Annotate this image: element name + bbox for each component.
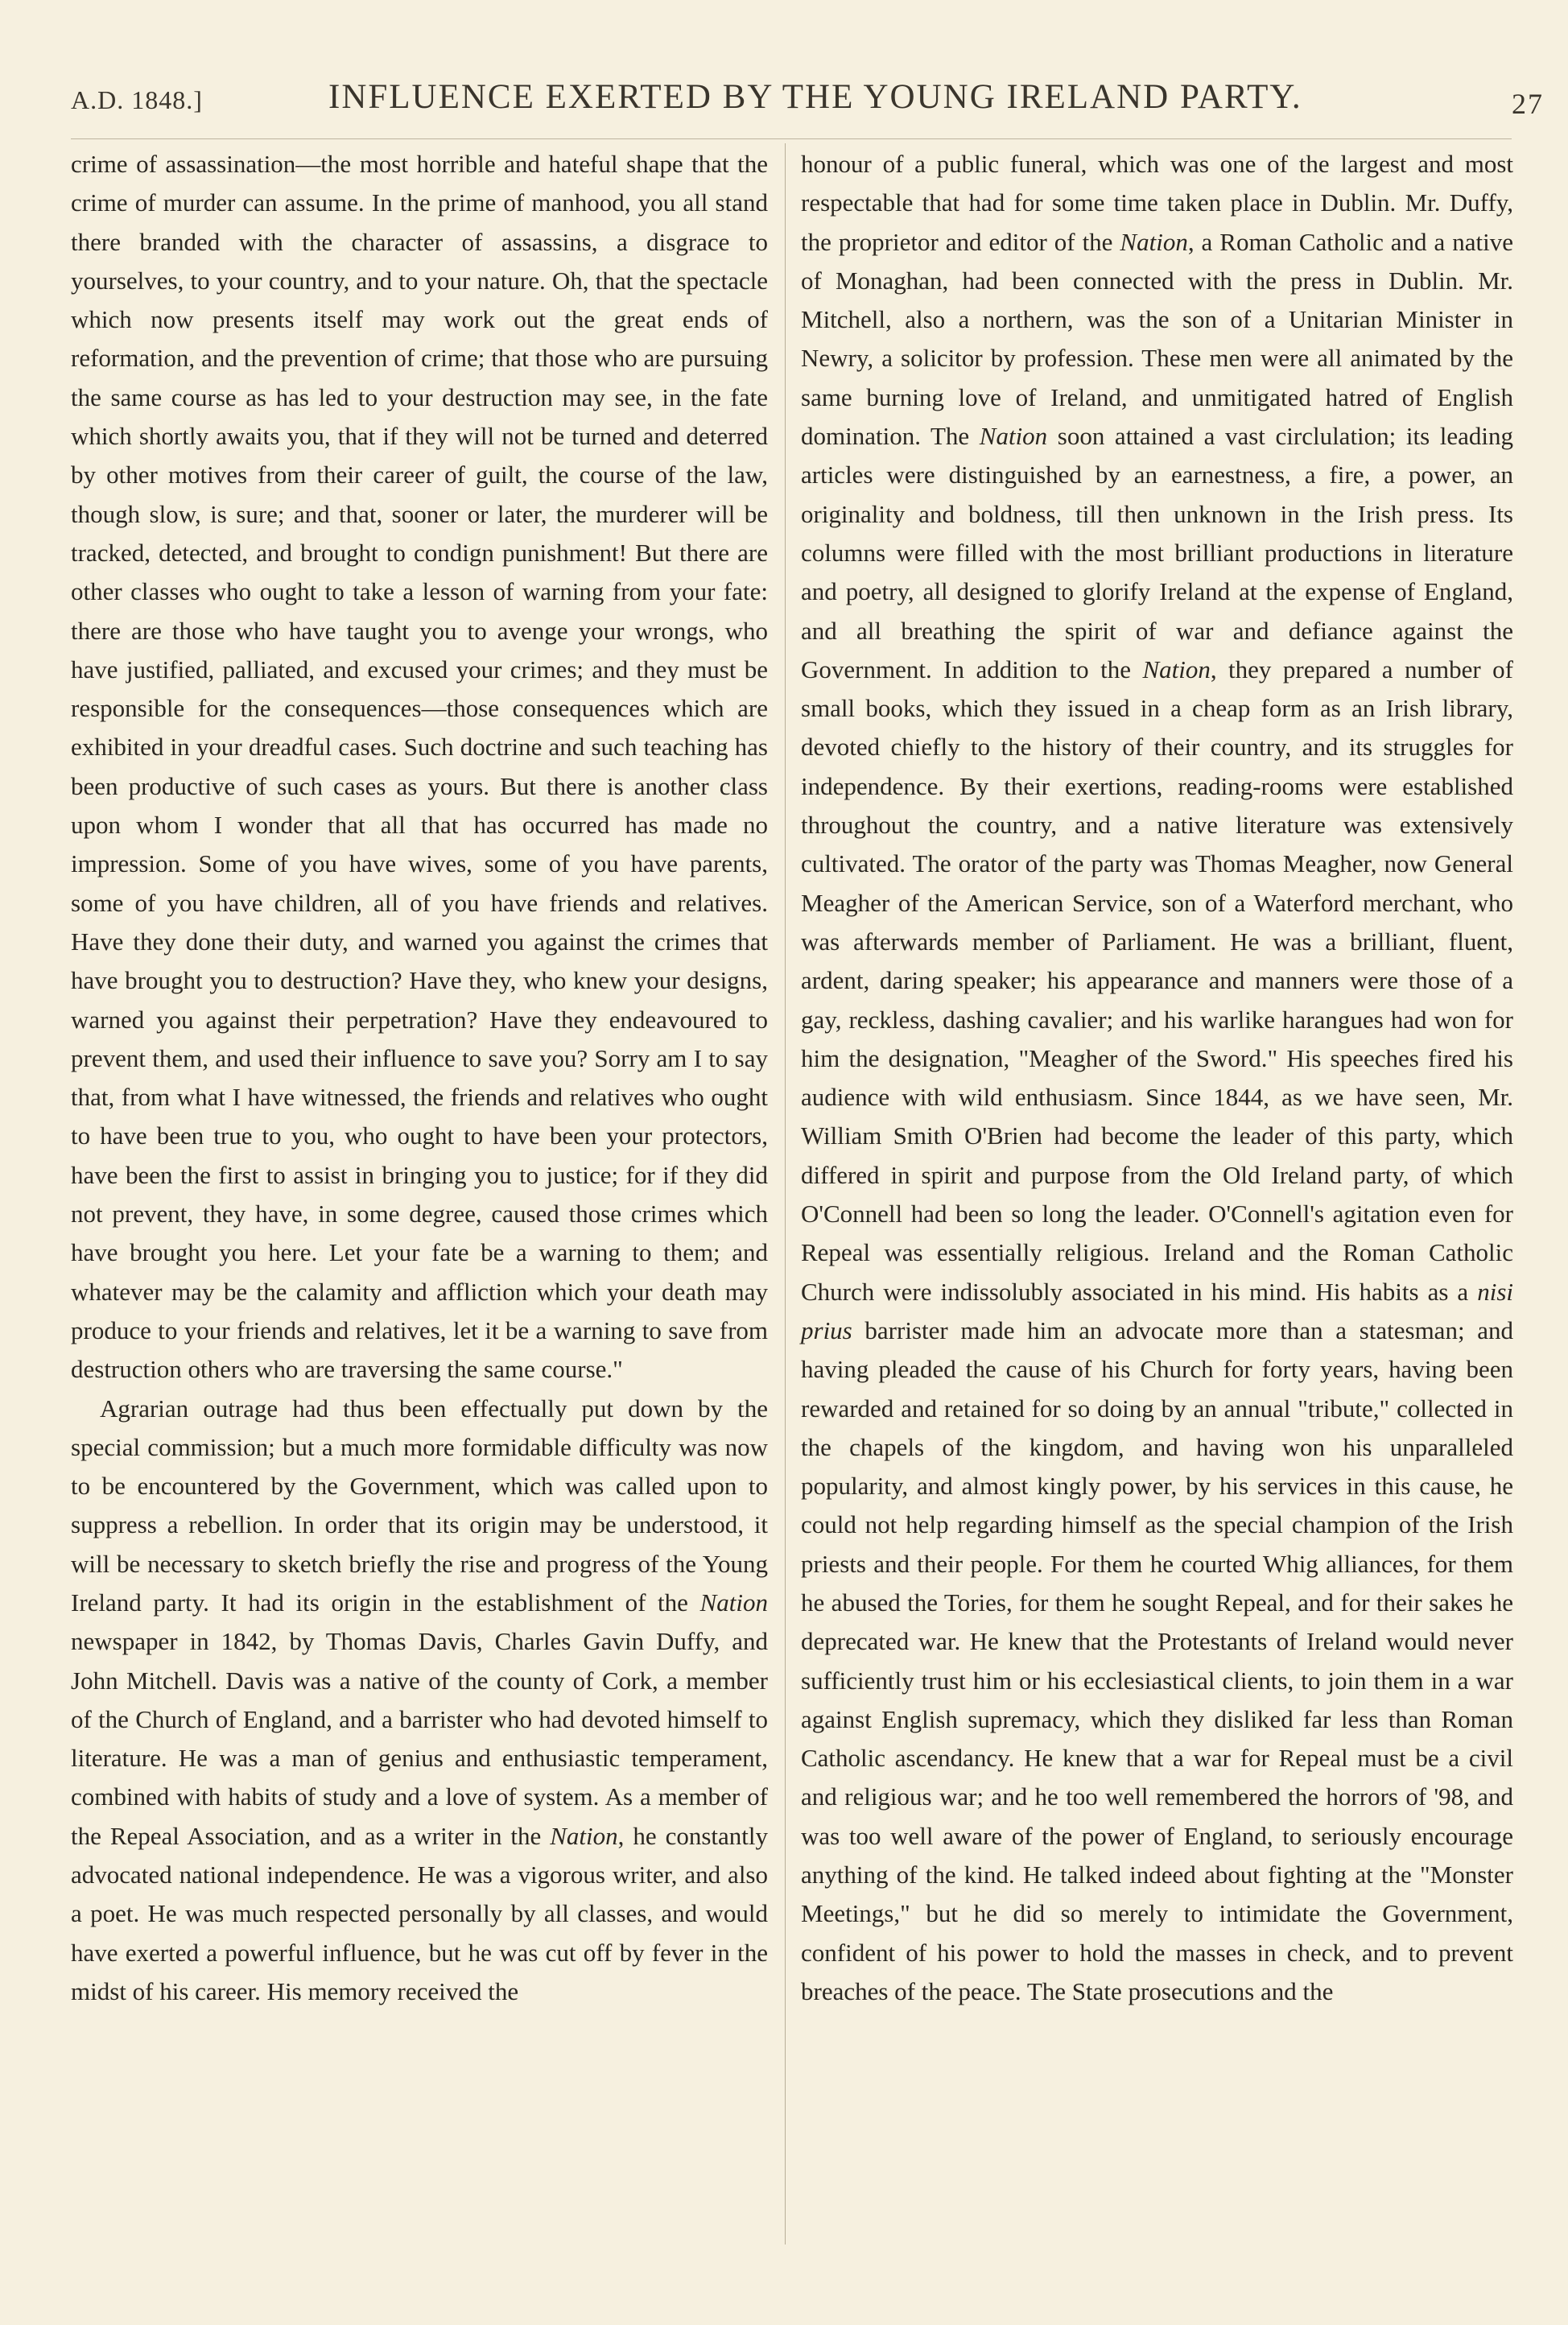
left-paragraph-1: [71, 145, 768, 1390]
nation-italic: Nation: [1120, 227, 1188, 256]
nation-italic: Nation: [699, 1588, 768, 1617]
right-text-a: honour of a public funeral, which was one of the largest and most respectable that had for some time taken place in Dublin. Mr. Duffy, the proprietor and editor of the: [801, 150, 1513, 256]
right-text-c: soon attained a vast circlulation; its leading articles were distinguished by an earnestness, a fire, a power, an originality and boldness, till then unknown in the Irish press. Its columns were filled with the most brilliant productions in literature and poetry, all designed to glorify Ireland at the expense of England, and all breathing the spirit of war and defiance against the Government. In addition to the: [801, 422, 1513, 683]
header-title: INFLUENCE EXERTED BY THE YOUNG IRELAND PARTY.: [328, 78, 1302, 116]
nisi-prius-italic: nisi prius: [801, 1277, 1513, 1344]
header-rule: [71, 138, 1512, 139]
running-header: [71, 77, 1544, 126]
right-column: [801, 145, 1513, 2238]
right-text-e: barrister made him an advocate more than a statesman; and having pleaded the cause of his Church for forty years, having been rewarded and retained for so doing by an annual "tribute," collected in the chapels of the kingdom, and having won his unparalleled popularity, and almost kingly power, by his services in this cause, he could not help regarding himself as the special champion of the Irish priests and their people. For them he courted Whig alliances, for them he abused the Tories, for them he sought Repeal, and for their sakes he deprecated war. He knew that the Protestants of Ireland would never sufficiently trust him or his ecclesiastical clients, to join them in a war against English supremacy, which they disliked far less than Roman Catholic ascendancy. He knew that a war for Repeal must be a civil and religious war; and he too well remembered the horrors of '98, and was too well aware of the power of England, to seriously encourage anything of the kind. He talked indeed about fighting at the "Monster Meetings," but he did so merely to intimidate the Government, confident of his power to hold the masses in check, and to prevent breaches of the peace. The State prosecutions and the: [801, 1315, 1513, 2005]
right-text-d: , they prepared a number of small books, which they issued in a cheap form as an Irish library, devoted chiefly to the history of their country, and its struggles for independence. By their exertions, reading-rooms were established throughout the country, and a native literature was extensively cultivated. The orator of the party was Thomas Meagher, now General Meagher of the American Service, son of a Waterford merchant, who was afterwards member of Parliament. He was a brilliant, fluent, ardent, daring speaker; his appearance and manners were those of a gay, reckless, dashing cavalier; and his warlike harangues had won for him the designation, "Meagher of the Sword." His speeches fired his audience with wild enthusiasm. Since 1844, as we have seen, Mr. William Smith O'Brien had become the leader of this party, which differed in spirit and purpose from the Old Ireland party, of which O'Connell had been so long the leader. O'Connell's agitation even for Repeal was essentially religious. Ireland and the Roman Catholic Church were indissolubly associated in his mind. His habits as a: [801, 655, 1513, 1306]
column-divider: [785, 143, 786, 2244]
header-year: A.D. 1848.]: [71, 85, 203, 114]
left-text-2c: , he constantly advocated national independence. He was a vigorous writer, and also a poet. He was much respected personally by all classes, and would have exerted a powerful influence, but he was cut off by fever in the midst of his career. His memory received the: [71, 1821, 768, 2005]
left-text-2a: Agrarian outrage had thus been effectually put down by the special commission; but a much more formidable difficulty was now to be encountered by the Government, which was called upon to suppress a rebellion. In order that its origin may be understood, it will be necessary to sketch briefly the rise and progress of the Young Ireland party. It had its origin in the establishment of the: [71, 1394, 768, 1617]
nation-italic: Nation: [979, 422, 1048, 451]
nation-italic: Nation: [550, 1821, 618, 1850]
right-text-b: , a Roman Catholic and a native of Monaghan, had been connected with the press in Dublin. Mr. Mitchell, also a northern, was the son of a Unitarian Minister in Newry, a solicitor by profession. These men were all animated by the same burning love of Ireland, and unmitigated hatred of English domination. The: [801, 227, 1514, 451]
left-text-1: crime of assassination—the most horrible and hateful shape that the crime of murder can assume. In the prime of manhood, you all stand there branded with the character of assassins, a disgrace to yourselves, to your country, and to your nature. Oh, that the spectacle which now presents itself may work out the great ends of reformation, and the prevention of crime; that those who are pursuing the same course as has led to your destruction may see, in the fate which shortly awaits you, that if they will not be turned and deterred by other motives from their career of guilt, the course of the law, though slow, is sure; and that, sooner or later, the murderer will be tracked, detected, and brought to condign punishment! But there are other classes who ought to take a lesson of warning from your fate: there are those who have taught you to avenge your wrongs, who have justified, palliated, and excused your crimes; and they must be responsible for the consequences—those consequences which are exhibited in your dreadful cases. Such doctrine and such teaching has been productive of such cases as yours. But there is another class upon whom I wonder that all that has occurred has made no impression. Some of you have wives, some of you have parents, some of you have children, all of you have friends and relatives. Have they done their duty, and warned you against the crimes that have brought you to destruction? Have they, who knew your designs, warned you against their perpetration? Have they endeavoured to prevent them, and used their influence to save you? Sorry am I to say that, from what I have witnessed, the friends and relatives who ought to have been true to you, who ought to have been your protectors, have been the first to assist in bringing you to justice; for if they did not prevent, they have, in some degree, caused those crimes which have brought you here. Let your fate be a warning to them; and whatever may be the calamity and affliction which your death may produce to your friends and relatives, let it be a warning to save from destruction others who are traversing the same course.": [71, 150, 768, 1384]
nation-italic: Nation: [1142, 655, 1211, 683]
left-text-2b: newspaper in 1842, by Thomas Davis, Charles Gavin Duffy, and John Mitchell. Davis was a native of the county of Cork, a member of the Church of England, and a barrister who had devoted himself to literature. He was a man of genius and enthusiastic temperament, combined with habits of study and a love of system. As a member of the Repeal Association, and as a writer in the: [71, 1627, 768, 1850]
left-paragraph-2: [71, 1390, 768, 2012]
right-paragraph: [801, 145, 1513, 2011]
page-number: 27: [1512, 88, 1544, 120]
left-column: [71, 145, 768, 2238]
